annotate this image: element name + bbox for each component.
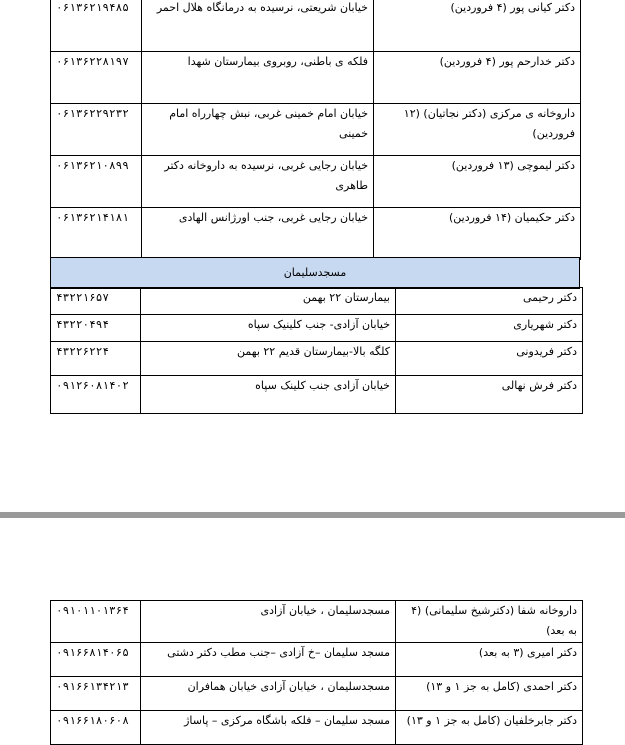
table-row <box>51 342 583 376</box>
pharmacy-phone: ۰۹۱۶۶۱۳۴۲۱۳ <box>51 677 141 711</box>
table-row <box>51 643 583 677</box>
pharmacy-phone: ۰۹۱۶۶۱۸۰۶۰۸ <box>51 711 141 745</box>
pharmacy-phone: ۰۶۱۳۶۲۱۹۴۸۵ <box>51 0 142 52</box>
table-row <box>51 104 581 156</box>
pharmacy-address: خیابان شریعتی، نرسیده به درمانگاه هلال احمر <box>142 0 374 52</box>
pharmacy-table-masjed-soleyman-continued <box>50 600 583 745</box>
pharmacy-address: خیابان رجایی غربی، نرسیده به داروخانه دکتر طاهری <box>142 156 374 208</box>
pharmacy-name: دکتر امیری (۳ به بعد) <box>396 643 583 677</box>
pharmacy-name: دکتر خدارحم پور (۴ فروردین) <box>374 52 581 104</box>
pharmacy-phone: ۰۶۱۳۶۲۱۰۸۹۹ <box>51 156 142 208</box>
table-row <box>51 711 583 745</box>
pharmacy-phone: ۰۹۱۲۶۰۸۱۴۰۲ <box>51 376 141 414</box>
pharmacy-name: داروخانه ی مرکزی (دکتر نجاتیان) (۱۲ فروردین) <box>374 104 581 156</box>
table-row <box>51 288 583 315</box>
table-row <box>51 156 581 208</box>
pharmacy-address: مسجد سلیمان – فلکه باشگاه مرکزی – پاساژ <box>141 711 396 745</box>
pharmacy-name: دکتر شهریاری <box>396 315 583 342</box>
table-row <box>51 677 583 711</box>
pharmacy-address: مسجدسلیمان ، خیابان آزادی خیابان همافران <box>141 677 396 711</box>
pharmacy-address: خیابان آزادی- جنب کلینیک سپاه <box>141 315 396 342</box>
pharmacy-phone: ۰۹۱۰۱۱۰۱۳۶۴ <box>51 601 141 643</box>
table-row <box>51 208 581 260</box>
pharmacy-phone: ۰۶۱۳۶۲۱۴۱۸۱ <box>51 208 142 260</box>
pharmacy-phone: ۰۶۱۳۶۲۲۹۲۳۲ <box>51 104 142 156</box>
pharmacy-phone: ۴۳۲۲۱۶۵۷ <box>51 288 141 315</box>
pharmacy-name: داروخانه شفا (دکترشیخ سلیمانی) (۴ به بعد) <box>396 601 583 643</box>
pharmacy-name: دکتر فرش نهالی <box>396 376 583 414</box>
pharmacy-name: دکتر کیانی پور (۴ فروردین) <box>374 0 581 52</box>
pharmacy-phone: ۴۳۲۲۰۴۹۴ <box>51 315 141 342</box>
pharmacy-phone: ۴۳۲۲۶۲۲۴ <box>51 342 141 376</box>
pharmacy-name: دکتر فریدونی <box>396 342 583 376</box>
pharmacy-name: دکتر حکیمیان (۱۴ فروردین) <box>374 208 581 260</box>
pharmacy-name: دکتر احمدی (کامل به جز ۱ و ۱۳) <box>396 677 583 711</box>
pharmacy-address: مسجد سلیمان –خ آزادی –جنب مطب دکتر دشتی <box>141 643 396 677</box>
pharmacy-address: بیمارستان ۲۲ بهمن <box>141 288 396 315</box>
pharmacy-phone: ۰۹۱۶۶۸۱۴۰۶۵ <box>51 643 141 677</box>
table-row <box>51 52 581 104</box>
pharmacy-address: خیابان امام خمینی غربی، نبش چهارراه امام خمینی <box>142 104 374 156</box>
pharmacy-address: فلکه ی باطنی، روبروی بیمارستان شهدا <box>142 52 374 104</box>
table-row <box>51 601 583 643</box>
table-row <box>51 315 583 342</box>
pharmacy-address: خیابان آزادی جنب کلینک سپاه <box>141 376 396 414</box>
pharmacy-address: خیابان رجایی غربی، جنب اورژانس الهادی <box>142 208 374 260</box>
pharmacy-name: دکتر لیموچی (۱۳ فروردین) <box>374 156 581 208</box>
pharmacy-address: مسجدسلیمان ، خیابان آزادی <box>141 601 396 643</box>
city-section-header: مسجدسلیمان <box>50 257 580 289</box>
document-page-2 <box>0 518 625 731</box>
pharmacy-name: دکتر رحیمی <box>396 288 583 315</box>
table-row <box>51 0 581 52</box>
pharmacy-table-ahvaz <box>50 0 581 260</box>
pharmacy-address: کلگه بالا-بیمارستان قدیم ۲۲ بهمن <box>141 342 396 376</box>
pharmacy-phone: ۰۶۱۳۶۲۲۸۱۹۷ <box>51 52 142 104</box>
pharmacy-table-masjed-soleyman <box>50 287 583 414</box>
pharmacy-name: دکتر جابرخلفیان (کامل به جز ۱ و ۱۳) <box>396 711 583 745</box>
table-row <box>51 376 583 414</box>
